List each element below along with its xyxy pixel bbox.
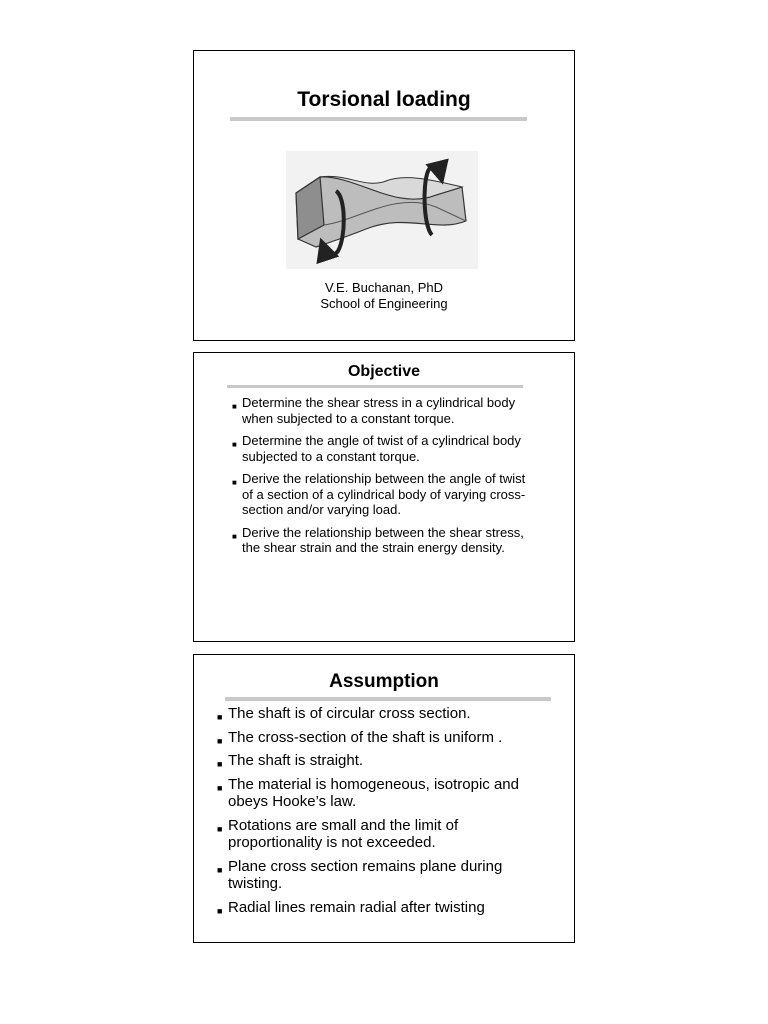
slide-title: Objective <box>347 363 421 380</box>
bullet-square-icon: ■ <box>232 440 237 449</box>
list-item-text: Radial lines remain radial after twisting <box>228 898 485 916</box>
list-item-text: Derive the relationship between the shear stress, the shear strain and the strain energy density. <box>242 524 524 555</box>
bullet-square-icon: ■ <box>232 531 237 541</box>
author-name: V.E. Buchanan, PhD <box>324 280 444 295</box>
assumption-list <box>217 705 547 922</box>
list-item-text: Derive the relationship between the angle of twist of a section of a cylindrical body of varying cross-section and/or varying load. <box>242 471 526 517</box>
title-underline <box>227 385 523 388</box>
list-item-text: Plane cross section remains plane during twisting. <box>228 857 503 892</box>
bullet-square-icon: ■ <box>232 402 237 411</box>
objective-list <box>232 395 527 563</box>
slide-assumption <box>193 654 575 943</box>
list-item-text: Determine the angle of twist of a cylindrical body subjected to a constant torque. <box>242 433 521 464</box>
bullet-square-icon: ■ <box>217 735 223 746</box>
slide-torsional-loading <box>193 50 575 341</box>
affiliation: School of Engineering <box>320 296 448 311</box>
list-item <box>232 433 527 464</box>
list-item <box>217 817 547 852</box>
list-item <box>217 729 547 747</box>
list-item <box>232 471 527 518</box>
bullet-square-icon: ■ <box>217 823 223 834</box>
bullet-square-icon: ■ <box>217 759 223 769</box>
slide-objective <box>193 352 575 642</box>
list-item <box>217 776 547 811</box>
list-item <box>217 899 547 917</box>
slide-title: Assumption <box>329 671 439 692</box>
list-item-text: The shaft is of circular cross section. <box>228 705 471 722</box>
bullet-square-icon: ■ <box>217 782 223 793</box>
bullet-square-icon: ■ <box>217 864 223 875</box>
slide-title: Torsional loading <box>297 88 471 111</box>
list-item <box>217 752 547 770</box>
bullet-square-icon: ■ <box>217 905 223 916</box>
list-item <box>232 395 527 426</box>
list-item <box>232 525 527 556</box>
list-item-text: The shaft is straight. <box>228 752 364 769</box>
list-item <box>217 705 547 723</box>
list-item <box>217 858 547 893</box>
title-underline <box>225 697 551 701</box>
twisted-bar-icon <box>286 151 478 269</box>
bullet-square-icon: ■ <box>217 712 223 722</box>
list-item-text: The material is homogeneous, isotropic and obeys Hooke’s law. <box>228 775 519 810</box>
title-underline <box>230 117 527 121</box>
list-item-text: Rotations are small and the limit of proportionality is not exceeded. <box>228 816 459 851</box>
list-item-text: The cross-section of the shaft is uniform . <box>228 728 503 746</box>
bullet-square-icon: ■ <box>232 478 237 487</box>
list-item-text: Determine the shear stress in a cylindrical body when subjected to a constant torque. <box>242 395 516 426</box>
